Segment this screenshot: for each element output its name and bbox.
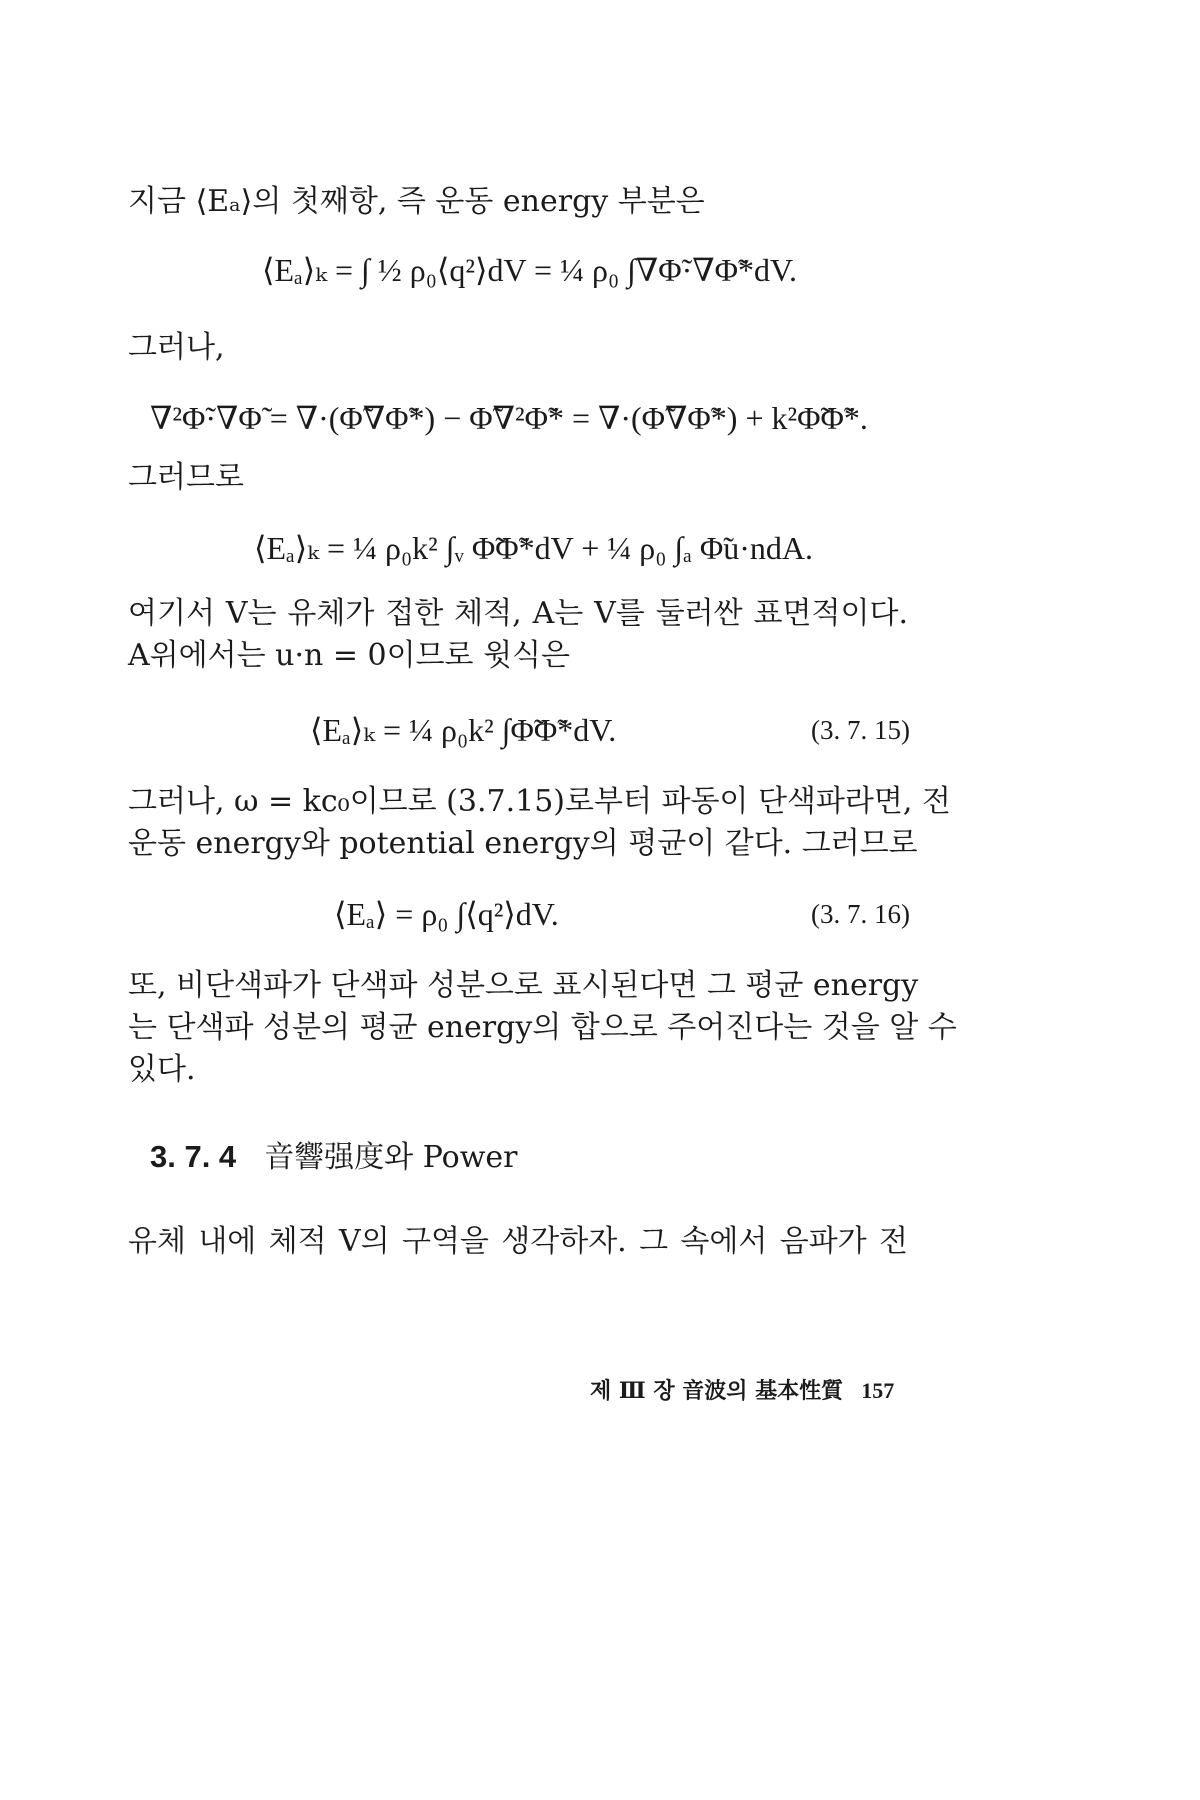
paragraph-however: 그러나, bbox=[128, 330, 225, 365]
equation-number: (3. 7. 16) bbox=[811, 899, 910, 929]
paragraph-non-monochromatic-line: 있다. bbox=[128, 1052, 196, 1087]
page-number: 157 bbox=[861, 1378, 895, 1403]
paragraph-acoustic-intensity-line: 유체 내에 체적 V의 구역을 생각하자. 그 속에서 음파가 전 bbox=[128, 1224, 908, 1259]
paragraph-kinetic-energy-intro: 지금 ⟨Eₐ⟩의 첫째항, 즉 운동 energy 부분은 bbox=[128, 184, 705, 219]
equation-kinetic-energy-expanded: ⟨Eₐ⟩ₖ = ¼ ρ₀k² ∫ᵥ Φ̃Φ̃*dV + ¼ ρ₀ ∫ₐ Φ̃u·ndA. bbox=[254, 530, 814, 566]
equation-3-7-16: ⟨Eₐ⟩ = ρ₀ ∫⟨q²⟩dV. bbox=[334, 896, 559, 932]
equation-number: (3. 7. 15) bbox=[811, 715, 910, 745]
paragraph-therefore: 그러므로 bbox=[128, 460, 244, 495]
page-footer bbox=[590, 1376, 894, 1406]
section-title: 音響强度와 Power bbox=[264, 1140, 518, 1175]
equation-vector-identity: ∇²Φ̃·∇Φ̃ = ∇·(Φ̃∇Φ̃*) − Φ̃∇²Φ̃* = ∇·(Φ̃∇Φ̃*) + k²Φ̃Φ̃*. bbox=[150, 400, 868, 436]
paragraph-monochromatic-line: 운동 energy와 potential energy의 평균이 같다. 그러므로 bbox=[128, 826, 918, 861]
section-heading bbox=[150, 1136, 518, 1179]
equation-3-7-15: ⟨Eₐ⟩ₖ = ¼ ρ₀k² ∫Φ̃Φ̃*dV. bbox=[310, 712, 617, 748]
equation-kinetic-energy: ⟨Eₐ⟩ₖ = ∫ ½ ρ₀⟨q²⟩dV = ¼ ρ₀ ∫∇Φ̃·∇Φ̃*dV. bbox=[262, 252, 798, 288]
paragraph-monochromatic-line: 그러나, ω = kc₀이므로 (3.7.15)로부터 파동이 단색파라면, 전 bbox=[128, 784, 951, 819]
paragraph-non-monochromatic-line: 는 단색파 성분의 평균 energy의 합으로 주어진다는 것을 알 수 bbox=[128, 1010, 957, 1045]
paragraph-definitions-line: 여기서 V는 유체가 접한 체적, A는 V를 둘러싼 표면적이다. bbox=[128, 596, 908, 631]
running-head: 제 Ⅲ 장 音波의 基本性質 bbox=[590, 1378, 844, 1404]
section-number: 3. 7. 4 bbox=[150, 1139, 237, 1174]
paragraph-non-monochromatic-line: 또, 비단색파가 단색파 성분으로 표시된다면 그 평균 energy bbox=[128, 968, 919, 1003]
paragraph-definitions-line: A위에서는 u·n = 0이므로 윗식은 bbox=[128, 638, 571, 673]
